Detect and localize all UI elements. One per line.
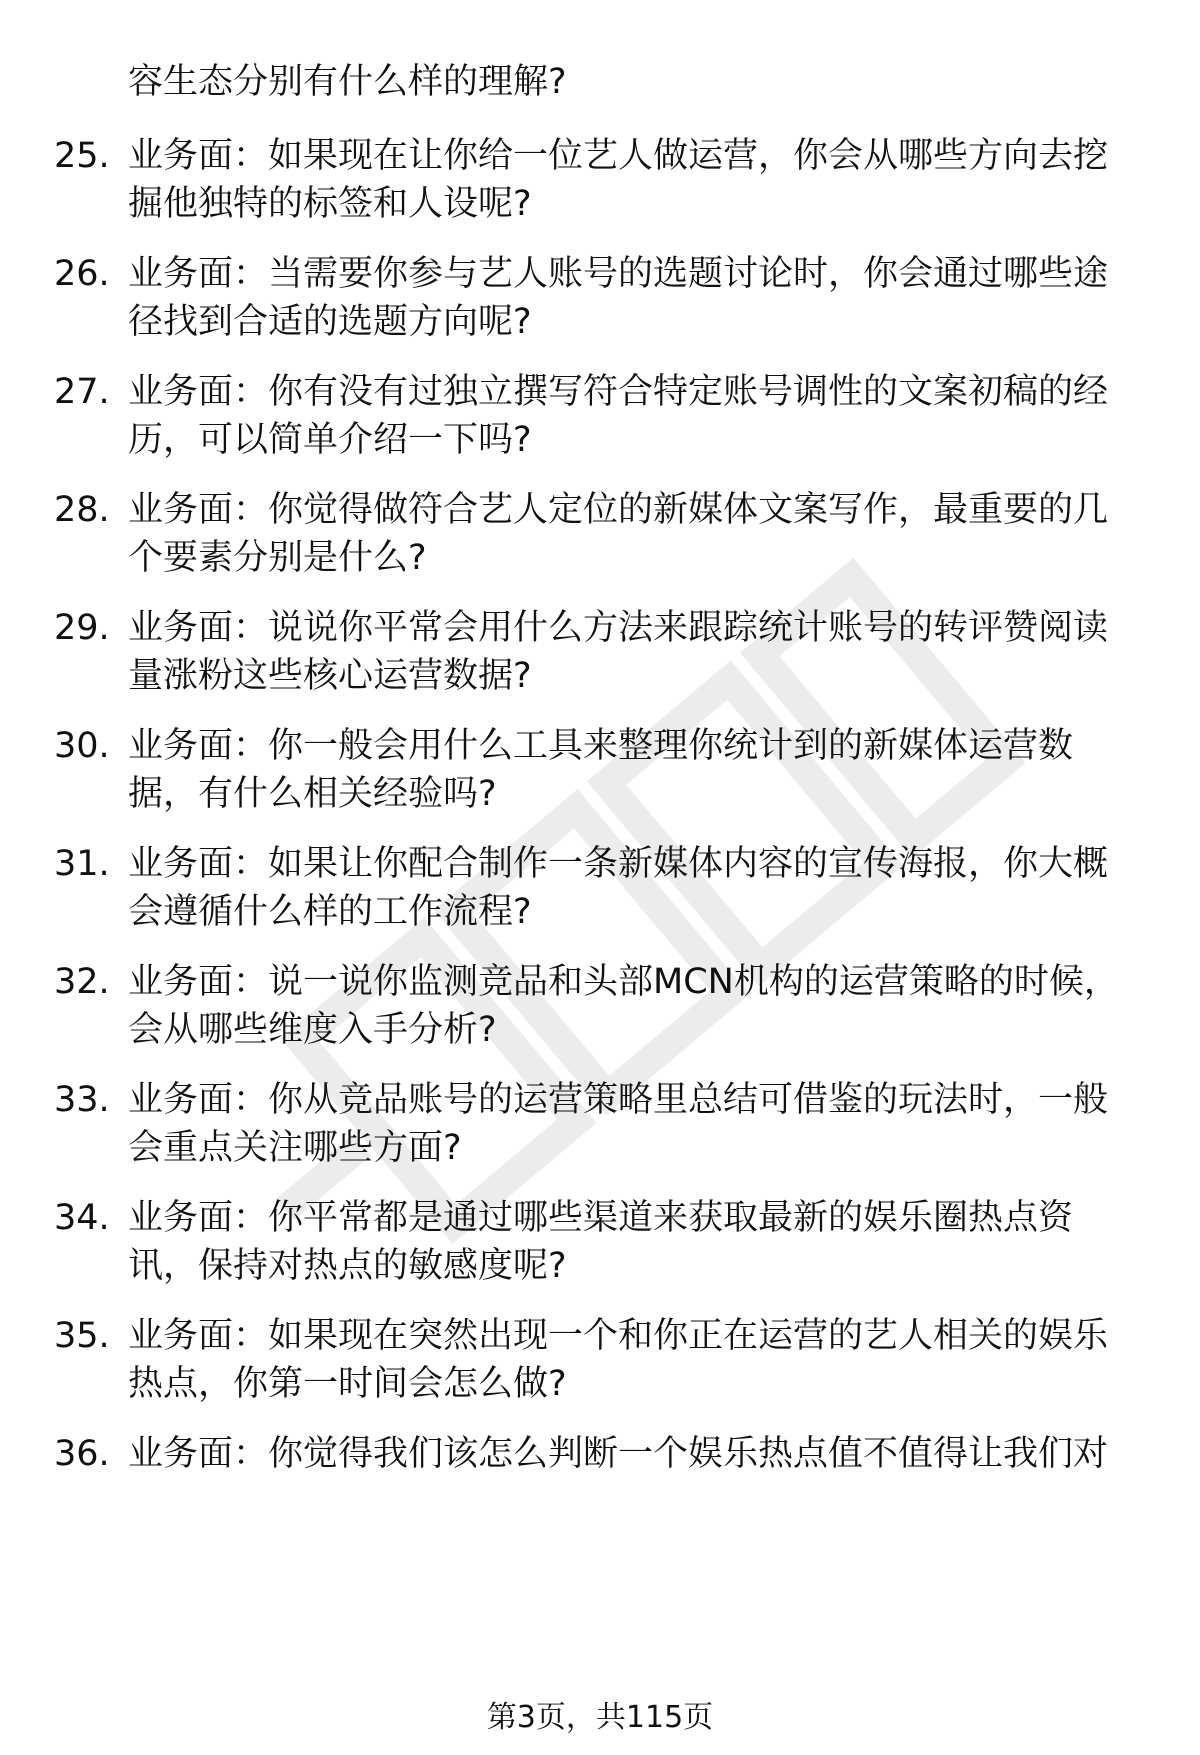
question-text-line: 业务面：说说你平常会用什么方法来跟踪统计账号的转评赞阅读 [128,608,1109,648]
question-text-line: 业务面：你觉得做符合艺人定位的新媒体文案写作，最重要的几 [128,490,1109,530]
question-number: 26. [54,254,110,294]
question-text-line: 业务面：如果现在突然出现一个和你正在运营的艺人相关的娱乐 [128,1316,1109,1356]
question-number: 32. [54,962,110,1002]
question-text-line: 热点，你第一时间会怎么做? [128,1364,567,1404]
question-number: 29. [54,608,110,648]
question-text-line: 会从哪些维度入手分析? [128,1010,497,1050]
question-text-line: 业务面：你从竞品账号的运营策略里总结可借鉴的玩法时，一般 [128,1080,1109,1120]
question-text [128,250,1148,346]
question-number: 30. [54,726,110,766]
question-text-line: 会遵循什么样的工作流程? [128,892,532,932]
question-text-line: 业务面：如果让你配合制作一条新媒体内容的宣传海报，你大概 [128,844,1109,884]
question-text [128,604,1148,700]
question-text [128,722,1148,818]
question-text [128,840,1148,936]
question-text-line: 业务面：你有没有过独立撰写符合特定账号调性的文案初稿的经 [128,372,1109,412]
question-text-line: 径找到合适的选题方向呢? [128,302,532,342]
question-text-line: 讯，保持对热点的敏感度呢? [128,1246,567,1286]
question-text-line: 个要素分别是什么? [128,538,427,578]
question-text [128,1076,1148,1172]
question-number: 27. [54,372,110,412]
question-text-line: 历，可以简单介绍一下吗? [128,420,532,460]
continuation-line: 容生态分别有什么样的理解? [128,62,567,102]
question-text-line: 业务面：如果现在让你给一位艺人做运营，你会从哪些方向去挖 [128,136,1109,176]
question-text-line: 业务面：你平常都是通过哪些渠道来获取最新的娱乐圈热点资 [128,1198,1074,1238]
question-text-line: 业务面：当需要你参与艺人账号的选题讨论时，你会通过哪些途 [128,254,1109,294]
question-text [128,1430,1148,1478]
question-number: 33. [54,1080,110,1120]
question-text-line: 业务面：你觉得我们该怎么判断一个娱乐热点值不值得让我们对 [128,1434,1109,1474]
question-number: 28. [54,490,110,530]
question-text [128,132,1148,228]
question-text-line: 量涨粉这些核心运营数据? [128,656,532,696]
page-footer: 第3页，共115页 [486,1700,714,1735]
question-number: 31. [54,844,110,884]
question-text [128,1194,1148,1290]
question-text-line: 掘他独特的标签和人设呢? [128,184,532,224]
question-text-line: 据，有什么相关经验吗? [128,774,497,814]
question-text-line: 业务面：说一说你监测竞品和头部MCN机构的运营策略的时候， [128,962,1119,1002]
question-text [128,958,1148,1054]
question-number: 25. [54,136,110,176]
question-number: 34. [54,1198,110,1238]
question-text [128,368,1148,464]
question-number: 35. [54,1316,110,1356]
question-text-line: 业务面：你一般会用什么工具来整理你统计到的新媒体运营数 [128,726,1074,766]
question-text-line: 会重点关注哪些方面? [128,1128,462,1168]
question-text [128,1312,1148,1408]
question-text [128,486,1148,582]
question-number: 36. [54,1434,110,1474]
